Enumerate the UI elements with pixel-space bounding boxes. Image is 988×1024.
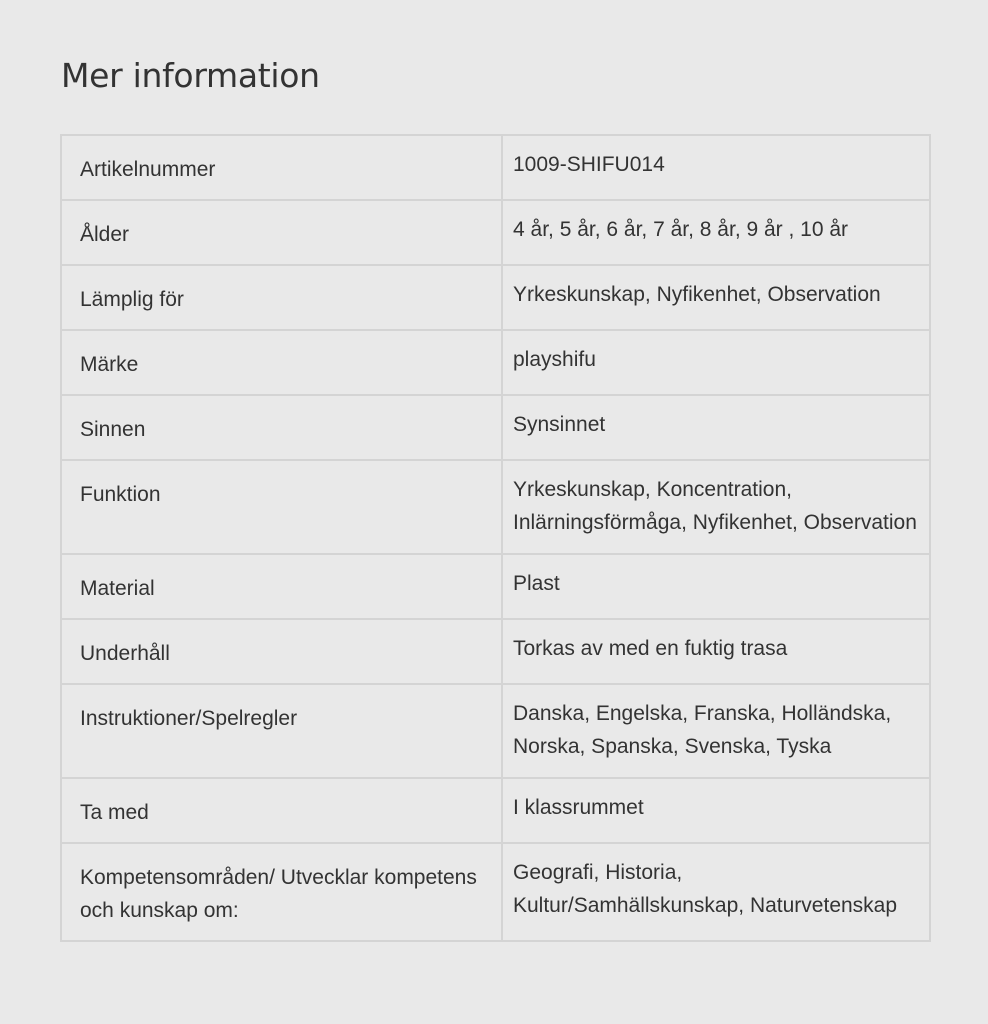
attribute-label: Funktion [61, 460, 502, 554]
attribute-label: Märke [61, 330, 502, 395]
table-row [61, 619, 930, 684]
table-row [61, 460, 930, 554]
table-row [61, 330, 930, 395]
attribute-value: Yrkeskunskap, Nyfikenhet, Observation [502, 265, 930, 330]
attribute-value: I klassrummet [502, 778, 930, 843]
more-info-table [60, 134, 931, 942]
attribute-value: Geografi, Historia, Kultur/Samhällskunskap, Naturvetenskap [502, 843, 930, 941]
attribute-value: 1009-SHIFU014 [502, 135, 930, 200]
table-row [61, 265, 930, 330]
table-row [61, 395, 930, 460]
attribute-label: Material [61, 554, 502, 619]
attribute-label: Artikelnummer [61, 135, 502, 200]
table-row [61, 778, 930, 843]
table-row [61, 843, 930, 941]
attribute-label: Ålder [61, 200, 502, 265]
attribute-value: playshifu [502, 330, 930, 395]
table-row [61, 684, 930, 778]
attribute-value: Torkas av med en fuktig trasa [502, 619, 930, 684]
section-title: Mer information [61, 56, 320, 95]
attribute-value: 4 år, 5 år, 6 år, 7 år, 8 år, 9 år , 10 år [502, 200, 930, 265]
table-row [61, 554, 930, 619]
attribute-value: Yrkeskunskap, Koncentration, Inlärningsförmåga, Nyfikenhet, Observation [502, 460, 930, 554]
attribute-label: Kompetensområden/ Utvecklar kompetens och kunskap om: [61, 843, 502, 941]
attribute-value: Plast [502, 554, 930, 619]
attribute-label: Underhåll [61, 619, 502, 684]
table-row [61, 200, 930, 265]
attribute-label: Instruktioner/Spelregler [61, 684, 502, 778]
attribute-label: Sinnen [61, 395, 502, 460]
attribute-label: Ta med [61, 778, 502, 843]
table-row [61, 135, 930, 200]
attribute-value: Danska, Engelska, Franska, Holländska, Norska, Spanska, Svenska, Tyska [502, 684, 930, 778]
attribute-label: Lämplig för [61, 265, 502, 330]
attribute-value: Synsinnet [502, 395, 930, 460]
